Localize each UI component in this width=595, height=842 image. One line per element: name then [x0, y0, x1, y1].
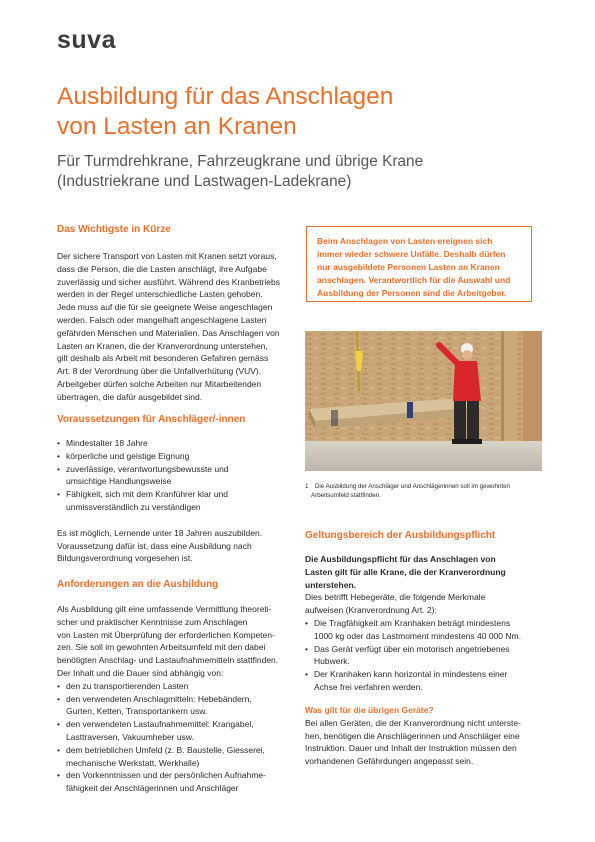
section-summary: [57, 223, 297, 404]
title-line-1: Ausbildung für das Anschlagen: [57, 83, 394, 110]
text-line: Lasten an Kranen, die der Kranverordnung unterstehen,: [57, 340, 268, 351]
text-line: Beim Anschlagen von Lasten ereignen sich: [317, 236, 493, 246]
text-line: immer wieder schwere Unfälle. Deshalb dürfen: [317, 249, 506, 259]
text-line: Jede muss auf die für sie geeignete Weise angeschlagen: [57, 302, 273, 313]
text-line: werden in der Regel unterschiedliche Lasten gehoben.: [57, 289, 263, 300]
age-note: [57, 527, 297, 565]
warning-callout: [306, 226, 532, 302]
section-heading: Geltungsbereich der Ausbildungspflicht: [305, 530, 496, 541]
text-line: Bildungsverordnung vorgesehen ist.: [57, 553, 193, 564]
caption-text: Die Ausbildung der Anschläger und Anschlägerinnen soll im gewohnten: [314, 483, 510, 490]
list-item: • den verwendeten Lastaufnahmemittel: Krangabel, Lasttraversen, Vakuumheber usw.: [57, 718, 297, 744]
text-line: unmissverständlich zu verständigen: [66, 501, 201, 512]
text-line: Voraussetzung dafür ist, dass eine Ausbildung nach: [57, 540, 252, 551]
page-title: [57, 82, 537, 142]
section-requirements: [57, 413, 297, 565]
text-line: Bei allen Geräten, die der Kranverordnung nicht unterste-: [305, 717, 521, 728]
subtitle-line-2: (Industriekrane und Lastwagen-Ladekrane): [57, 173, 352, 190]
caption-text: Arbeitsumfeld stattfinden.: [311, 491, 381, 499]
text-line: zen. Sie soll im gewohnten Arbeitsumfeld mit den dabei: [57, 642, 266, 653]
text-line: vorhandenen Gefährdungen angepasst sein.: [305, 756, 474, 767]
list-item: [57, 488, 297, 514]
caption-number: 1: [305, 483, 309, 490]
text-line: aufweisen (Kranverordnung Art. 2):: [305, 605, 437, 616]
text-line: • Fähigkeit, sich mit dem Kranführer klar und: [66, 489, 229, 500]
scope-text: [305, 591, 545, 617]
text-line: umsichtige Handlungsweise: [66, 476, 172, 487]
text-line: gefährden Menschen und Materialien. Das Anschlagen von: [57, 327, 280, 338]
list-item: • Mindestalter 18 Jahre: [57, 437, 297, 450]
text-line: Art. 8 der Verordnung über die Unfallverhütung (VUV).: [57, 366, 262, 377]
summary-text: [57, 250, 297, 404]
list-item: • Das Gerät verfügt über ein motorisch angetriebenes Hubwerk.: [305, 643, 545, 669]
page-subtitle: [57, 152, 537, 192]
text-line: scher und praktischer Kenntnisse zum Anschlagen: [57, 616, 248, 627]
text-line: dass die Person, die die Lasten anschlägt, ihre Aufgabe: [57, 263, 267, 274]
section-heading: Voraussetzungen für Anschläger/-innen: [57, 414, 246, 425]
other-devices-text: [305, 717, 545, 768]
training-text: [57, 603, 297, 680]
requirements-list: [57, 437, 297, 514]
text-line: Lasten gilt für alle Krane, die der Kranverordnung: [305, 566, 506, 577]
text-line: Instruktion. Dauer und Inhalt der Instruktion müssen den: [305, 743, 517, 754]
list-item: • dem betrieblichen Umfeld (z. B. Baustelle, Giesserei, mechanische Werkstatt, Werkhalle): [57, 744, 297, 770]
text-line: Ausbildung der Personen sind die Arbeitgeber.: [317, 288, 507, 298]
text-line: anschlagen. Verantwortlich für die Auswahl und: [317, 275, 511, 285]
suva-logo: suva: [57, 26, 116, 54]
text-line: hen, benötigen die Anschlägerinnen und Anschläger eine: [305, 730, 520, 741]
text-line: werden. Falsch oder mangelhaft angeschlagene Lasten: [57, 314, 267, 325]
text-line: von Lasten mit Überprüfung der erforderlichen Kompeten-: [57, 629, 275, 640]
text-line: nur ausgebildete Personen Lasten an Kranen: [317, 262, 500, 272]
section-scope: [305, 529, 545, 768]
text-line: Der Inhalt und die Dauer sind abhängig von:: [57, 667, 224, 678]
text-line: Die Ausbildungspflicht für das Anschlagen von: [305, 554, 496, 564]
list-item: • Der Kranhaken kann horizontal in mindestens einer Achse frei verfahren werden.: [305, 668, 545, 694]
text-line: • zuverlässige, verantwortungsbewusste und: [66, 463, 229, 474]
text-line: Der sichere Transport von Lasten mit Kranen setzt voraus,: [57, 251, 277, 261]
text-line: benötigten Anschlag- und Lastaufnahmemitteln stattfinden.: [57, 655, 279, 666]
photo-illustration: [305, 331, 542, 471]
crane-criteria-list: [305, 617, 545, 694]
section-heading: Anforderungen an die Ausbildung: [57, 579, 219, 590]
section-training: [57, 578, 297, 795]
text-line: Es ist möglich, Lernende unter 18 Jahren auszubilden.: [57, 527, 263, 538]
text-line: unterstehen.: [305, 579, 357, 590]
title-line-2: von Lasten an Kranen: [57, 113, 297, 140]
text-line: gilt deshalb als Arbeit mit besonderen Gefahren gemäss: [57, 353, 269, 364]
list-item: • den verwendeten Anschlagmitteln: Hebebändern, Gurten, Ketten, Transportankern usw.: [57, 693, 297, 719]
section-heading: Das Wichtigste in Kürze: [57, 224, 171, 235]
text-line: übertragen, die dafür ausgebildet sind.: [57, 391, 203, 402]
photo-caption: [305, 483, 542, 500]
text-line: Dies betrifft Hebegeräte, die folgende Merkmale: [305, 592, 486, 603]
list-item: • körperliche und geistige Eignung: [57, 450, 297, 463]
list-item: • Die Tragfähigkeit am Kranhaken beträgt mindestens 1000 kg oder das Lastmoment mindestens 40 000 Nm.: [305, 617, 545, 643]
subtitle-line-1: Für Turmdrehkrane, Fahrzeugkrane und übrige Krane: [57, 153, 424, 170]
list-item: [57, 463, 297, 489]
crane-rigging-photo: [305, 331, 542, 471]
text-line: zuverlässig und sicher ausführt. Während des Kranbetriebs: [57, 276, 281, 287]
subsection-heading: Was gilt für die übrigen Geräte?: [305, 704, 434, 715]
text-line: Arbeitgeber dürfen solche Arbeiten nur Mitarbeitenden: [57, 378, 262, 389]
list-item: • den zu transportierenden Lasten: [57, 680, 297, 693]
text-line: Als Ausbildung gilt eine umfassende Vermittlung theoreti-: [57, 604, 272, 614]
list-item: • den Vorkenntnissen und der persönlichen Aufnahme- fähigkeit der Anschlägerinnen und Anschläger: [57, 769, 297, 795]
scope-intro: [305, 553, 545, 591]
training-factors-list: [57, 680, 297, 795]
